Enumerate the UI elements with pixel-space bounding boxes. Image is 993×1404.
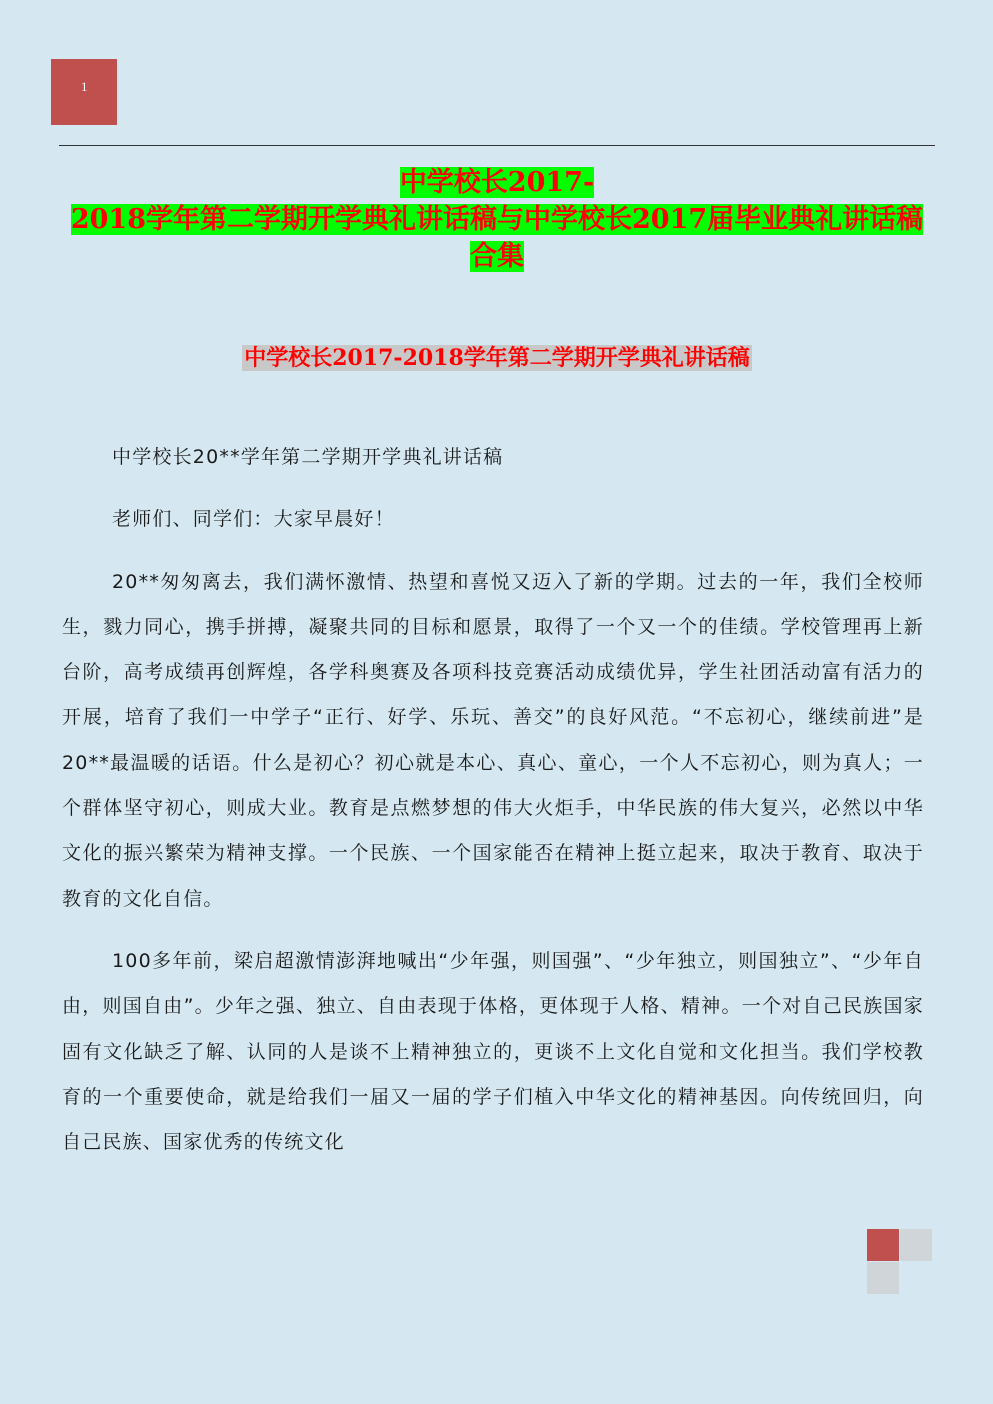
- title-line-2: 2018学年第二学期开学典礼讲话稿与中学校长2017届毕业典礼讲话稿: [70, 204, 924, 235]
- page-number: 1: [81, 79, 88, 94]
- title-line-3: 合集: [470, 241, 524, 272]
- document-body: [62, 435, 924, 1182]
- document-title: [60, 164, 934, 275]
- section-heading-text: 中学校长2017-2018学年第二学期开学典礼讲话稿: [244, 345, 750, 371]
- body-paragraph: 老师们、同学们：大家早晨好！: [112, 508, 395, 531]
- decorative-square-gray: [900, 1229, 932, 1261]
- body-paragraph: 100多年前，梁启超激情澎湃地喊出“少年强，则国强”、“少年独立，则国独立”、“少年自由，则国自由”。少年之强、独立、自由表现于体格，更体现于人格、精神。一个对自己民族国家固有文化缺乏了解、认同的人是谈不上精神独立的，更谈不上文化自觉和文化担当。我们学校教育的一个重要使命，就是给我们一届又一届的学子们植入中华文化的精神基因。向传统回归，向自己民族、国家优秀的传统文化: [62, 949, 924, 1154]
- body-paragraph: 中学校长20**学年第二学期开学典礼讲话稿: [112, 446, 504, 468]
- section-heading: [60, 340, 934, 376]
- decorative-square-gray: [867, 1262, 899, 1294]
- title-line-1: 中学校长2017-: [399, 167, 595, 198]
- decorative-square-red: [867, 1229, 899, 1261]
- header-divider: [59, 145, 935, 146]
- page-number-badge: [51, 59, 117, 125]
- body-paragraph: 20**匆匆离去，我们满怀激情、热望和喜悦又迈入了新的学期。过去的一年，我们全校师生，戮力同心，携手拼搏，凝聚共同的目标和愿景，取得了一个又一个的佳绩。学校管理再上新台阶，高考成绩再创辉煌，各学科奥赛及各项科技竞赛活动成绩优异，学生社团活动富有活力的开展，培育了我们一中学子“正行、好学、乐玩、善交”的良好风范。“不忘初心，继续前进”是20**最温暖的话语。什么是初心？初心就是本心、真心、童心，一个人不忘初心，则为真人；一个群体坚守初心，则成大业。教育是点燃梦想的伟大火炬手，中华民族的伟大复兴，必然以中华文化的振兴繁荣为精神支撑。一个民族、一个国家能否在精神上挺立起来，取决于教育、取决于教育的文化自信。: [62, 570, 924, 910]
